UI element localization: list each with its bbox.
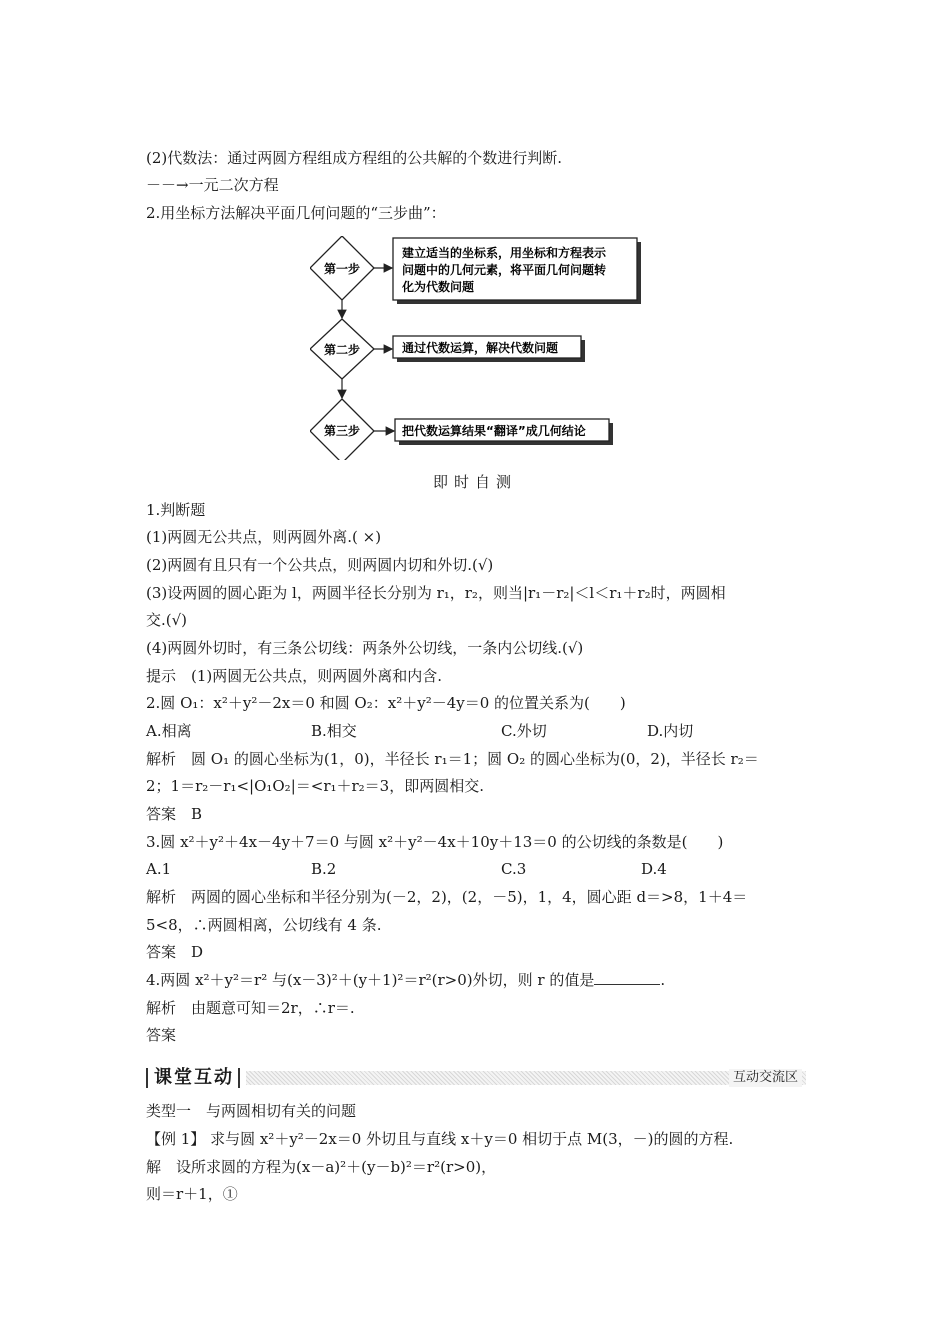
example1-solution: 解 设所求圆的方程为(x－a)²＋(y－b)²＝r²(r>0)， [146, 1158, 497, 1176]
q2-option-d: D.内切 [647, 722, 694, 740]
q2-analysis-2: 2；1＝r₂－r₁<|O₁O₂|＝<r₁＋r₂＝3，即两圆相交. [146, 777, 484, 795]
example1-stem: 【例 1】 求与圆 x²＋y²－2x＝0 外切且与直线 x＋y＝0 相切于点 M(3，－)的圆的方程. [146, 1130, 734, 1148]
q3-option-b: B.2 [311, 860, 337, 878]
q1-item-1: (1)两圆无公共点，则两圆外离.( ×) [146, 528, 382, 546]
q2-option-b: B.相交 [311, 722, 357, 740]
q3-option-d: D.4 [641, 860, 667, 878]
section-tag: 互动交流区 [729, 1069, 802, 1087]
q4-analysis: 解析 由题意可知＝2r，∴r＝. [146, 999, 355, 1017]
q1-title: 1.判断题 [146, 501, 206, 519]
self-test-heading: 即时自测 [432, 473, 517, 491]
q2-options [146, 721, 693, 741]
step3-text: 把代数运算结果“翻译”成几何结论 [402, 424, 586, 438]
q2-option-a: A.相离 [146, 722, 192, 740]
type1-title: 类型一 与两圆相切有关的问题 [146, 1102, 357, 1120]
q3-answer: 答案 D [146, 943, 204, 961]
q2-answer: 答案 B [146, 805, 203, 823]
q4-stem-end: . [660, 971, 666, 989]
three-step-flowchart [310, 236, 650, 460]
q4-answer-blank [594, 970, 660, 985]
q4-stem: 4.两圆 x²＋y²＝r² 与(x－3)²＋(y＋1)²＝r²(r>0)外切，则 r 的值是 [146, 971, 595, 989]
q3-option-a: A.1 [146, 860, 172, 878]
three-step-title: 2.用坐标方法解决平面几何问题的“三步曲”： [146, 204, 446, 222]
algebra-method-text: (2)代数法：通过两圆方程组成方程组的公共解的个数进行判断. [146, 149, 563, 167]
step1-label: 第一步 [323, 262, 361, 276]
q3-options [146, 859, 667, 879]
q3-analysis-1: 解析 两圆的圆心坐标和半径分别为(－2，2)，(2，－5)，1，4，圆心距 d＝>8，1＋4＝ [146, 888, 748, 906]
section-title: 课堂互动 [154, 1067, 234, 1088]
step1-text-line1: 建立适当的坐标系，用坐标和方程表示 [402, 246, 607, 260]
q1-item-3: (3)设两圆的圆心距为 l，两圆半径长分别为 r₁，r₂，则当|r₁－r₂|＜l＜r₁＋r₂时，两圆相 [146, 584, 726, 602]
section-header-bar [146, 1067, 806, 1089]
q2-option-c: C.外切 [501, 722, 547, 740]
q4-answer: 答案 [146, 1026, 177, 1044]
step1-text-line2: 问题中的几何元素，将平面几何问题转 [402, 263, 607, 277]
arrow-note: －－→一元二次方程 [146, 176, 279, 194]
q2-analysis-1: 解析 圆 O₁ 的圆心坐标为(1，0)，半径长 r₁＝1；圆 O₂ 的圆心坐标为(0，2)，半径长 r₂＝ [146, 750, 759, 768]
step2-text: 通过代数运算，解决代数问题 [402, 341, 559, 355]
q1-item-2: (2)两圆有且只有一个公共点，则两圆内切和外切.(√) [146, 556, 494, 574]
section-bar-pattern [246, 1071, 806, 1085]
step3-label: 第三步 [323, 424, 361, 438]
q1-hint: 提示 (1)两圆无公共点，则两圆外离和内含. [146, 667, 443, 685]
q4-stem-line [146, 970, 665, 990]
step2-label: 第二步 [323, 343, 361, 357]
q3-stem: 3.圆 x²＋y²＋4x－4y＋7＝0 与圆 x²＋y²－4x＋10y＋13＝0 的公切线的条数是( ) [146, 833, 724, 851]
step1-text-line3: 化为代数问题 [402, 280, 475, 294]
q3-analysis-2: 5<8，∴两圆相离，公切线有 4 条. [146, 916, 382, 934]
section-bar-left-divider [146, 1068, 148, 1088]
example1-then: 则＝r＋1，① [146, 1185, 238, 1203]
q1-item-3-cont: 交.(√) [146, 611, 188, 629]
q1-item-4: (4)两圆外切时，有三条公切线：两条外公切线，一条内公切线.(√) [146, 639, 584, 657]
q2-stem: 2.圆 O₁：x²＋y²－2x＝0 和圆 O₂：x²＋y²－4y＝0 的位置关系为( ) [146, 694, 626, 712]
section-bar-right-divider [238, 1068, 240, 1088]
q3-option-c: C.3 [501, 860, 527, 878]
